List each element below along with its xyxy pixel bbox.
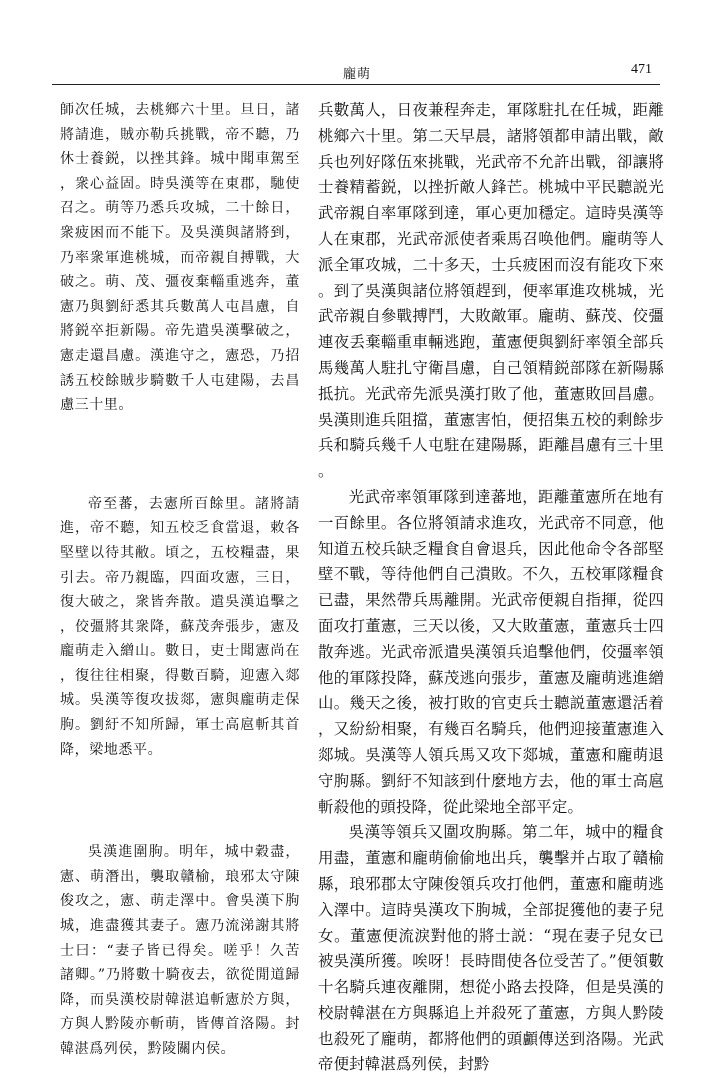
translation-paragraph-3: 吳漢等領兵又圍攻朐縣。第二年，城中的糧食用盡，董憲和龐萌偷偷地出兵，襲擊并占取了贛榆縣，琅邪郡太守陳俊領兵攻打他們，董憲和龐萌逃入澤中。這時吳漢攻下朐城，全部捉獲他的妻子兒女。董憲便流淚對他的將士説：“現在妻子兒女已被吳漢所獲。唉呀！長時間使各位受苦了。”便領數十名騎兵連夜離開，想從小路去投降，但是吳漢的校尉韓湛在方與縣追上并殺死了董憲，方與人黔陵也殺死了龐萌，都將他們的頭顱傳送到洛陽。光武帝便封韓湛爲列侯，封黔 [318,823,664,1074]
translation-paragraph-1: 兵數萬人，日夜兼程奔走，軍隊駐扎在任城，距離桃鄉六十里。第二天早晨，諸將領都申請出戰，敵兵也列好隊伍來挑戰，光武帝不允許出戰，卻讓將士養精蓄鋭，以挫折敵人鋒芒。桃城中平民聽説光武帝親自率軍隊到達，軍心更加穩定。這時吳漢等人在東郡，光武帝派使者乘馬召唤他們。龐萌等人派全軍攻城，二十多天，士兵疲困而沒有能攻下來。到了吳漢與諸位將領趕到，便率軍進攻桃城，光武帝親自參戰搏鬥，大敗敵軍。龐萌、蘇茂、佼彊連夜丢棄輜重車輛逃跑，董憲便與劉紆率領全部兵馬幾萬人駐扎守衛昌慮，自己領精鋭部隊在新陽縣抵抗。光武帝先派吳漢打敗了他，董憲敗回昌慮。吳漢則進兵阻擋，董憲害怕，便招集五校的剩餘步兵和騎兵幾千人屯駐在建陽縣，距離昌慮有三十里。 [318,101,664,481]
page-number: 471 [631,62,652,77]
classical-paragraph-1: 師次任城，去桃鄉六十里。旦日，諸將請進，賊亦勒兵挑戰，帝不聽，乃休士養鋭，以挫其鋒。城中聞車駕至，衆心益固。時吳漢等在東郡，馳使召之。萌等乃悉兵攻城，二十餘日，衆疲困而不能下。及吳漢與諸將到，乃率衆軍進桃城，而帝親自搏戰，大破之。萌、茂、彊夜棄輜重逃奔，董憲乃與劉紆悉其兵數萬人屯昌慮，自將鋭卒拒新陽。帝先遣吳漢擊破之，憲走還昌慮。漢進守之，憲恐，乃招誘五校餘賊步騎數千人屯建陽，去昌慮三十里。 [60,102,300,414]
paragraph-gap [60,418,300,492]
classical-paragraph-2: 帝至蕃，去憲所百餘里。諸將請進，帝不聽，知五校乏食當退，敕各堅壁以待其敝。頃之，五校糧盡，果引去。帝乃親臨，四面攻憲，三日，復大破之，衆皆奔散。遣吳漢追擊之，佼彊將其衆降，蘇茂奔張步，憲及龐萌走入繒山。數日，吏士聞憲尚在，復往往相聚，得數百騎，迎憲入郯城。吳漢等復攻拔郯，憲與龐萌走保朐。劉紆不知所歸，軍士高扈斬其首降，梁地悉平。 [60,495,300,758]
classical-paragraph-3: 吳漢進圍朐。明年，城中穀盡，憲、萌潛出，襲取贛榆，琅邪太守陳俊攻之，憲、萌走澤中。會吳漢下朐城，進盡獲其妻子。憲乃流涕謝其將士曰：“妻子皆已得矣。嗟乎！久苦諸卿。”乃將數十騎夜去，欲從閒道歸降，而吳漢校尉韓湛追斬憲於方與，方與人黔陵亦斬萌，皆傳首洛陽。封韓湛爲列侯，黔陵關内侯。 [60,844,300,1057]
translation-column [318,98,664,1078]
running-title: 龐萌 [342,67,371,82]
translation-paragraph-2: 光武帝率領軍隊到達蕃地，距離董憲所在地有一百餘里。各位將領請求進攻，光武帝不同意，他知道五校兵缺乏糧食自會退兵，因此他命令各部堅壁不戰，等待他們自己潰敗。不久，五校軍隊糧食已盡，果然帶兵馬離開。光武帝便親自指揮，從四面攻打董憲，三天以後，又大敗董憲，董憲兵士四散奔逃。光武帝派遣吳漢領兵追擊他們，佼彊率領他的軍隊投降，蘇茂逃向張步，董憲及龐萌逃進繒山。幾天之後，被打敗的官吏兵士聽説董憲還活着，又紛紛相聚，有幾百名騎兵，他們迎接董憲進入郯城。吳漢等人領兵馬又攻下郯城，董憲和龐萌退守朐縣。劉紆不知該到什麼地方去，他的軍士高扈斬殺他的頭投降，從此梁地全部平定。 [318,487,664,816]
paragraph-gap [60,762,300,840]
page-header [52,60,662,82]
header-rule [52,84,660,85]
classical-text-column [60,98,300,1062]
